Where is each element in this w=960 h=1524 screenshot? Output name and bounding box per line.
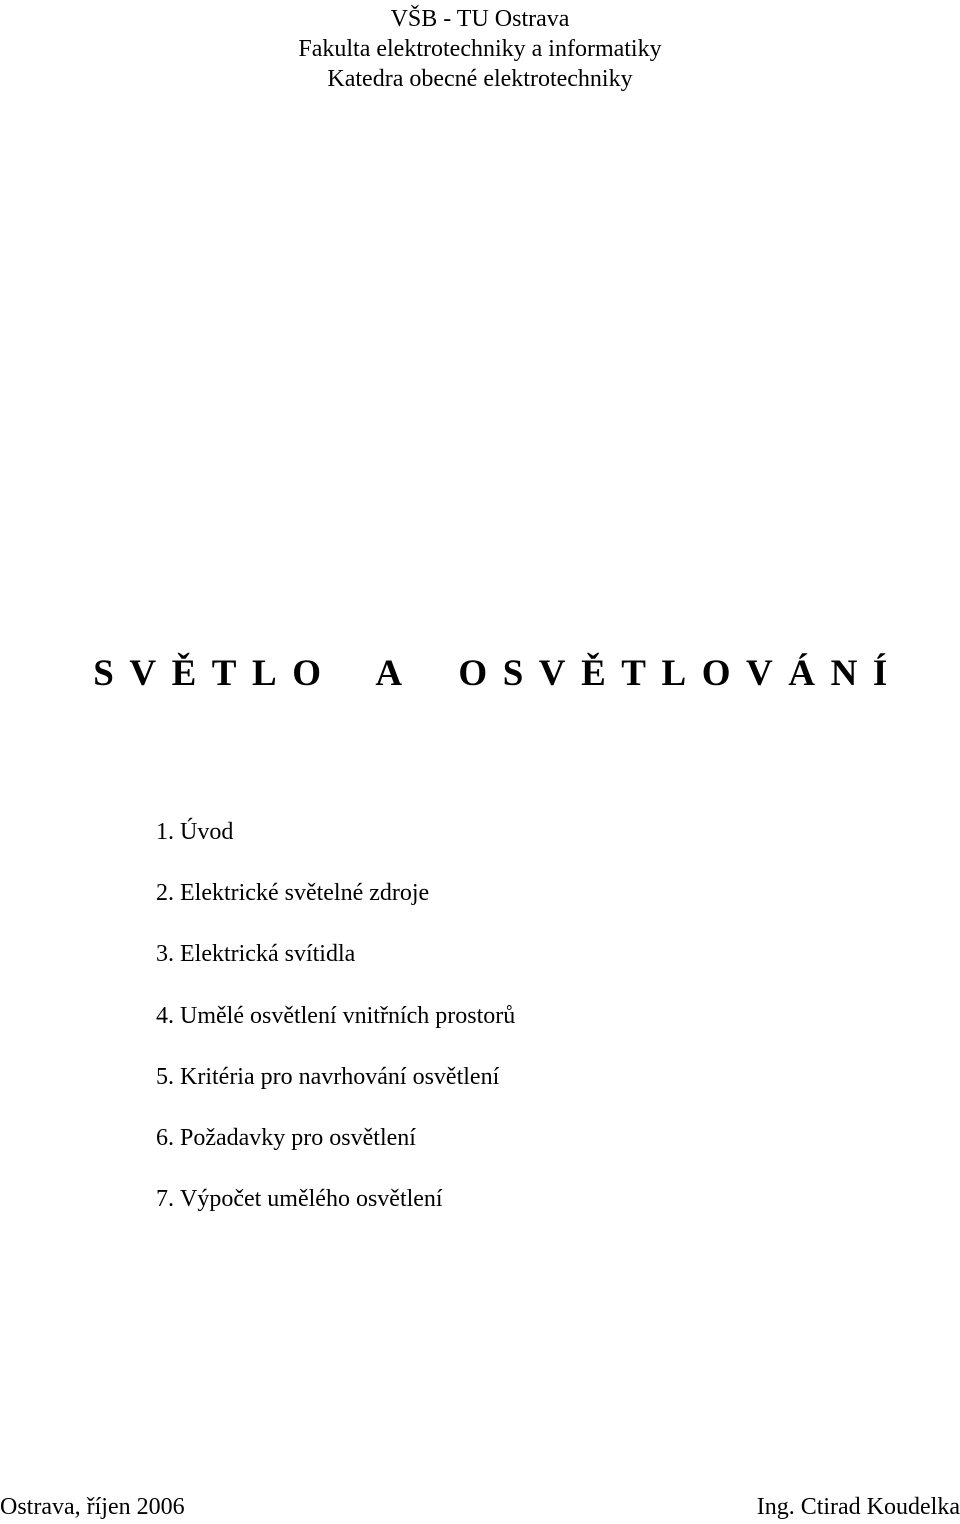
department-name: Katedra obecné elektrotechniky [327,66,633,92]
toc-item-label: Umělé osvětlení vnitřních prostorů [180,1002,516,1029]
toc-item [156,1062,515,1123]
table-of-contents [156,817,515,1245]
toc-item-label: Elektrické světelné zdroje [180,880,430,907]
toc-item-label: Výpočet umělého osvětlení [180,1186,443,1213]
title-word-1: SVĚTLO [93,653,337,694]
toc-item-number: 6. [156,1124,174,1151]
footer-place-date: Ostrava, říjen 2006 [0,1494,185,1520]
toc-item [156,939,515,1000]
faculty-name: Fakulta elektrotechniky a informatiky [298,36,662,62]
toc-item-number: 1. [156,819,174,845]
toc-item [156,817,515,878]
toc-item-number: 4. [156,1002,174,1029]
university-name: VŠB - TU Ostrava [390,6,570,32]
title-word-2: A [375,653,418,694]
document-header [0,4,960,94]
title-word-3: OSVĚTLOVÁNÍ [458,653,903,694]
toc-item [156,1184,515,1245]
toc-item-number: 5. [156,1063,174,1090]
toc-item-label: Elektrická svítidla [180,941,356,968]
toc-item [156,1123,515,1184]
toc-item-number: 2. [156,880,174,907]
toc-item [156,1001,515,1062]
toc-item-label: Úvod [180,819,234,845]
toc-item-label: Požadavky pro osvětlení [180,1124,416,1151]
toc-item-number: 3. [156,941,174,968]
footer-author: Ing. Ctirad Koudelka [756,1494,960,1520]
document-title [0,650,960,698]
toc-item-number: 7. [156,1186,174,1213]
toc-item [156,878,515,939]
toc-item-label: Kritéria pro navrhování osvětlení [180,1063,500,1090]
